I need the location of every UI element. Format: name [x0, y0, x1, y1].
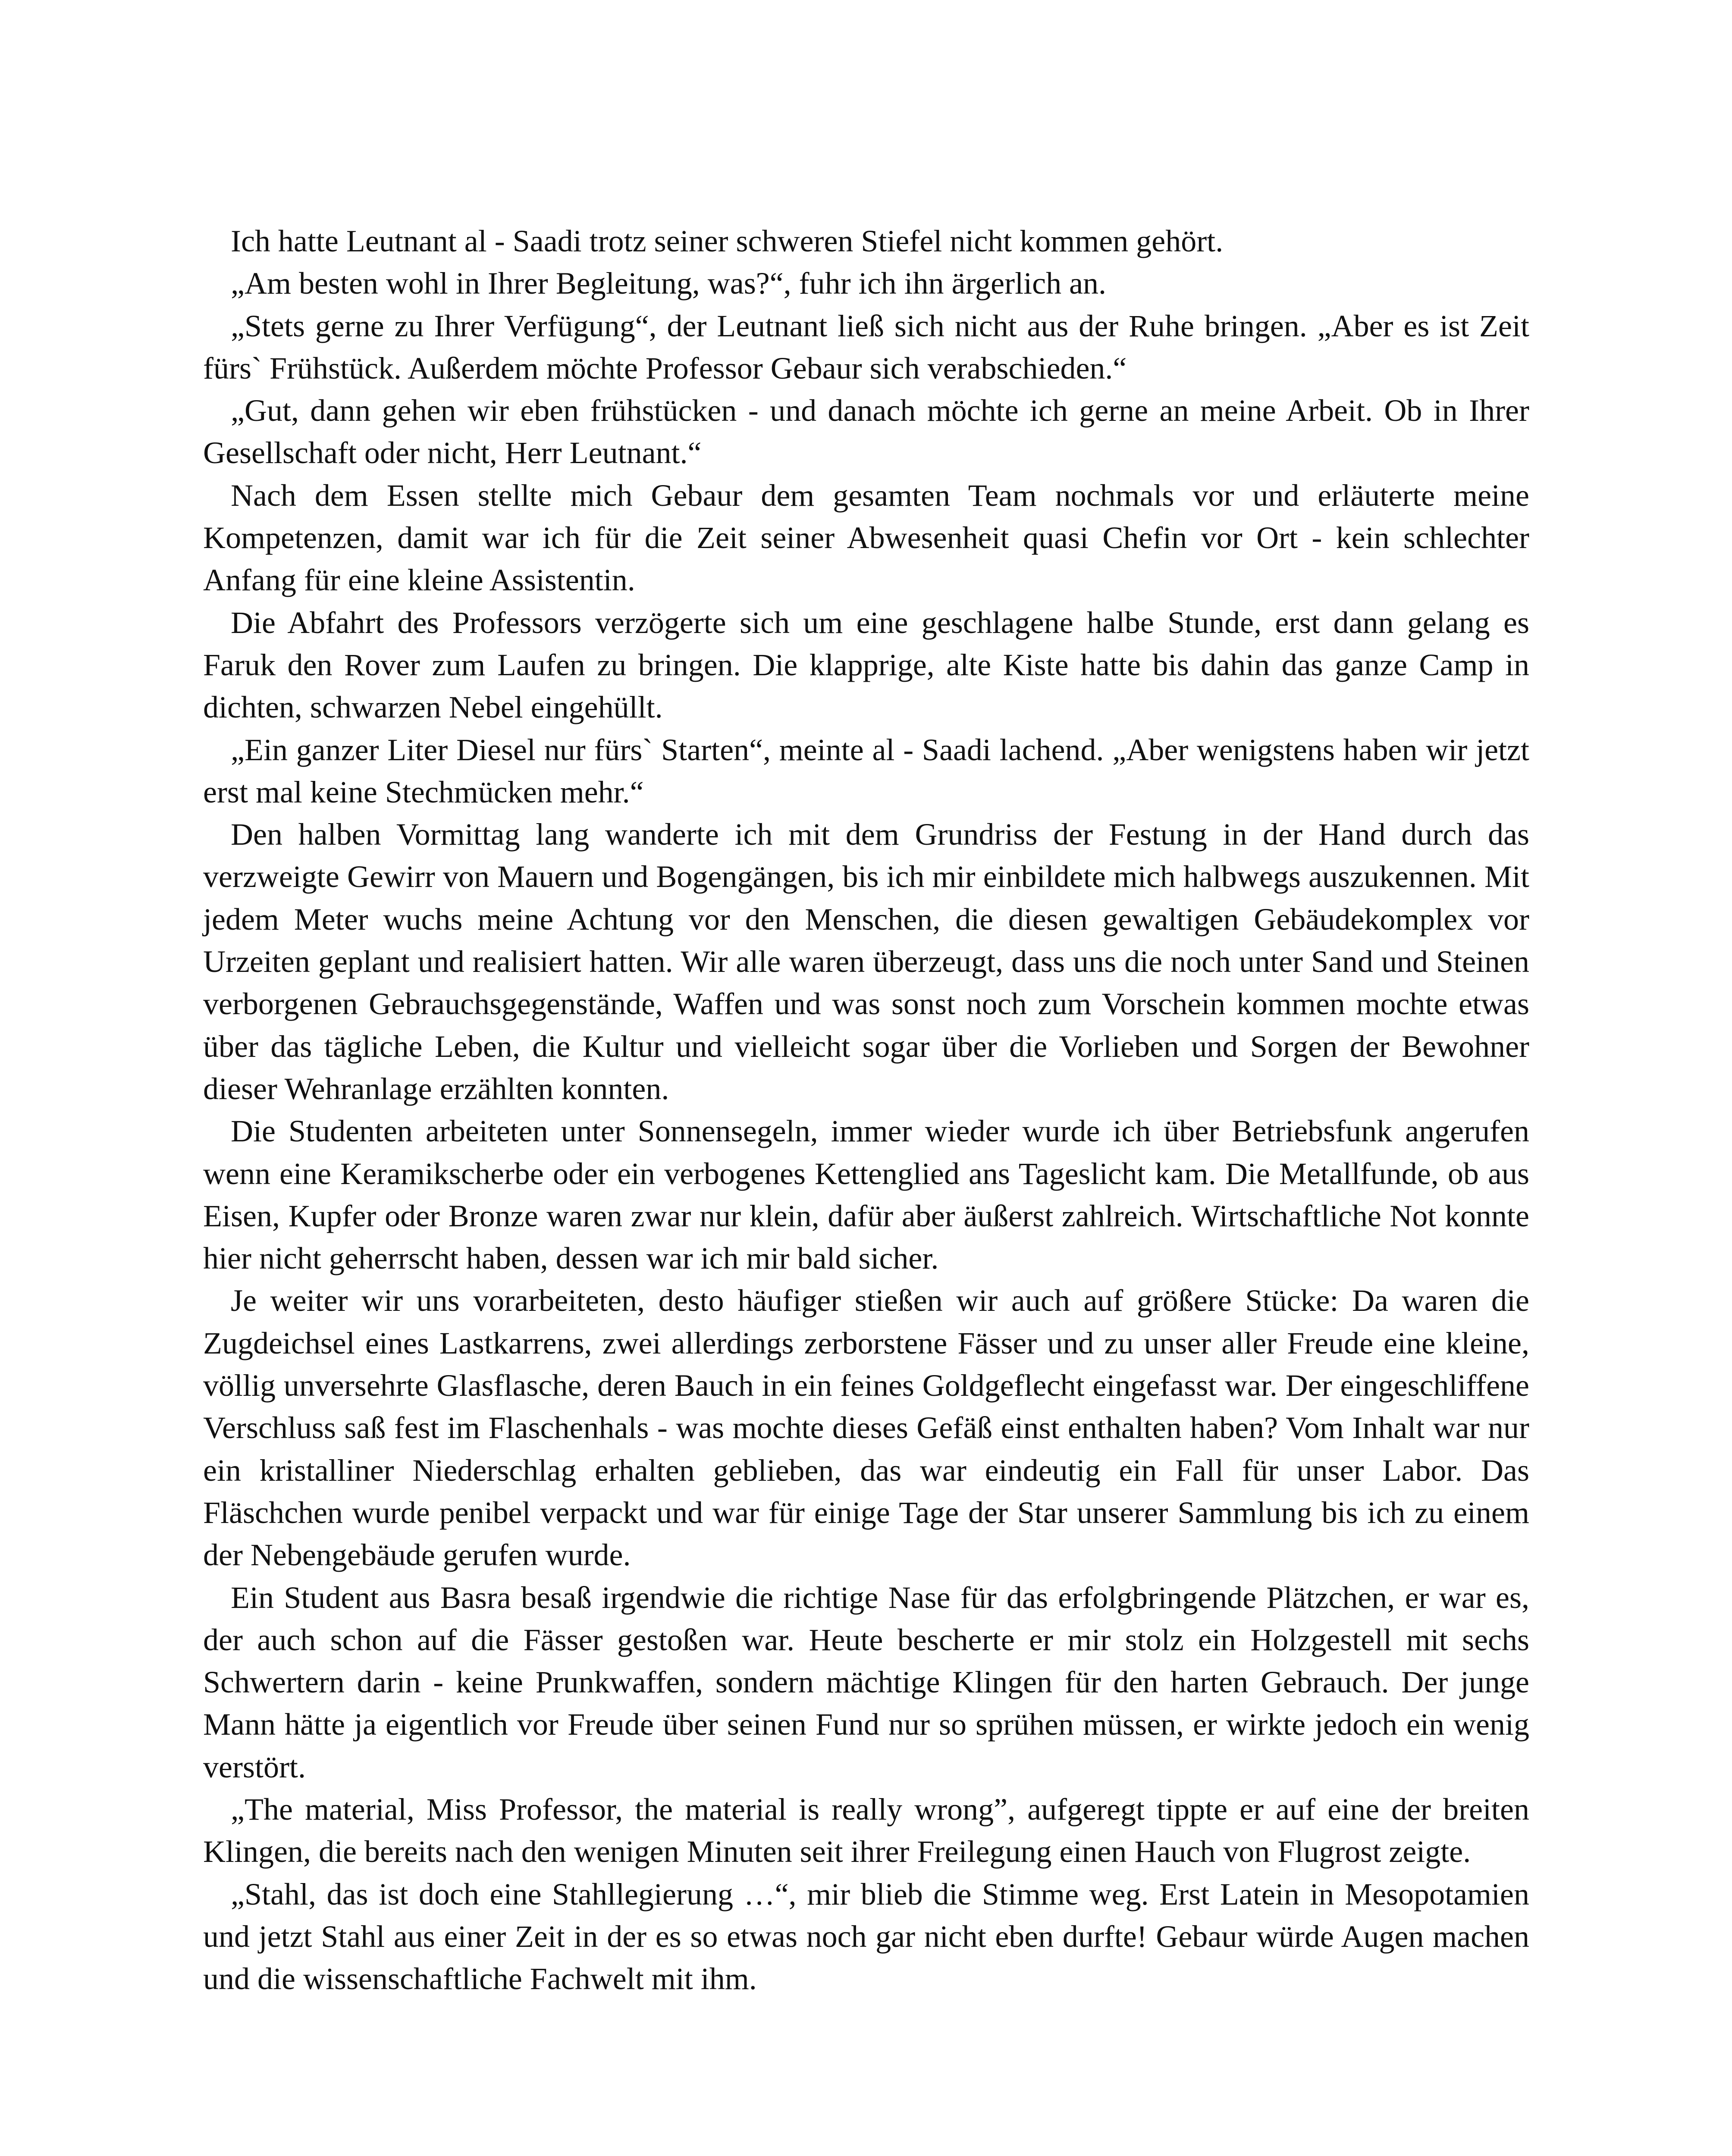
paragraph: „Ein ganzer Liter Diesel nur fürs` Starten“, meinte al - Saadi lachend. „Aber wenigstens haben wir jetzt erst mal keine Stechmücken mehr.“ [203, 732, 1529, 809]
body-text [203, 220, 1529, 2000]
paragraph: Je weiter wir uns vorarbeiteten, desto häufiger stießen wir auch auf größere Stücke: Da waren die Zugdeichsel eines Lastkarrens, zwei allerdings zerborstene Fässer und zu unser aller Freude eine kleine, völlig unversehrte Glasflasche, deren Bauch in ein feines Goldgeflecht eingefasst war. Der eingeschliffene Verschluss saß fest im Flaschenhals - was mochte dieses Gefäß einst enthalten haben? Vom Inhalt war nur ein kristalliner Niederschlag erhalten geblieben, das war eindeutig ein Fall für unser Labor. Das Fläschchen wurde penibel verpackt und war für einige Tage der Star unserer Sammlung bis ich zu einem der Nebengebäude gerufen wurde. [203, 1283, 1529, 1573]
paragraph: Die Abfahrt des Professors verzögerte sich um eine geschlagene halbe Stunde, erst dann gelang es Faruk den Rover zum Laufen zu bringen. Die klapprige, alte Kiste hatte bis dahin das ganze Camp in dichten, schwarzen Nebel eingehüllt. [203, 605, 1529, 725]
paragraph: „Gut, dann gehen wir eben frühstücken - und danach möchte ich gerne an meine Arbeit. Ob in Ihrer Gesellschaft oder nicht, Herr Leutnant.“ [203, 393, 1529, 470]
paragraph: Nach dem Essen stellte mich Gebaur dem gesamten Team nochmals vor und erläuterte meine Kompetenzen, damit war ich für die Zeit seiner Abwesenheit quasi Chefin vor Ort - kein schlechter Anfang für eine kleine Assistentin. [203, 478, 1529, 598]
paragraph: Ich hatte Leutnant al - Saadi trotz seiner schweren Stiefel nicht kommen gehört. [231, 224, 1224, 258]
paragraph: „Am besten wohl in Ihrer Begleitung, was?“, fuhr ich ihn ärgerlich an. [231, 266, 1107, 301]
paragraph: „Stets gerne zu Ihrer Verfügung“, der Leutnant ließ sich nicht aus der Ruhe bringen. „Aber es ist Zeit fürs` Frühstück. Außerdem möchte Professor Gebaur sich verabschieden.“ [203, 308, 1529, 385]
paragraph: Die Studenten arbeiteten unter Sonnensegeln, immer wieder wurde ich über Betriebsfunk angerufen wenn eine Keramikscherbe oder ein verbogenes Kettenglied ans Tageslicht kam. Die Metallfunde, ob aus Eisen, Kupfer oder Bronze waren zwar nur klein, dafür aber äußerst zahlreich. Wirtschaftliche Not konnte hier nicht geherrscht haben, dessen war ich mir bald sicher. [203, 1114, 1529, 1276]
paragraph: „The material, Miss Professor, the material is really wrong”, aufgeregt tippte er auf eine der breiten Klingen, die bereits nach den wenigen Minuten seit ihrer Freilegung einen Hauch von Flugrost zeigte. [203, 1792, 1529, 1869]
paragraph: „Stahl, das ist doch eine Stahllegierung …“, mir blieb die Stimme weg. Erst Latein in Mesopotamien und jetzt Stahl aus einer Zeit in der es so etwas noch gar nicht eben durfte! Gebaur würde Augen machen und die wissenschaftliche Fachwelt mit ihm. [203, 1877, 1529, 1996]
paragraph: Den halben Vormittag lang wanderte ich mit dem Grundriss der Festung in der Hand durch das verzweigte Gewirr von Mauern und Bogengängen, bis ich mir einbildete mich halbwegs auszukennen. Mit jedem Meter wuchs meine Achtung vor den Menschen, die diesen gewaltigen Gebäudekomplex vor Urzeiten geplant und realisiert hatten. Wir alle waren überzeugt, dass uns die noch unter Sand und Steinen verborgenen Gebrauchsgegenstände, Waffen und was sonst noch zum Vorschein kommen mochte etwas über das tägliche Leben, die Kultur und vielleicht sogar über die Vorlieben und Sorgen der Bewohner dieser Wehranlage erzählten konnten. [203, 817, 1529, 1106]
paragraph: Ein Student aus Basra besaß irgendwie die richtige Nase für das erfolgbringende Plätzchen, er war es, der auch schon auf die Fässer gestoßen war. Heute bescherte er mir stolz ein Holzgestell mit sechs Schwertern darin - keine Prunkwaffen, sondern mächtige Klingen für den harten Gebrauch. Der junge Mann hätte ja eigentlich vor Freude über seinen Fund nur so sprühen müssen, er wirkte jedoch ein wenig verstört. [203, 1580, 1529, 1784]
